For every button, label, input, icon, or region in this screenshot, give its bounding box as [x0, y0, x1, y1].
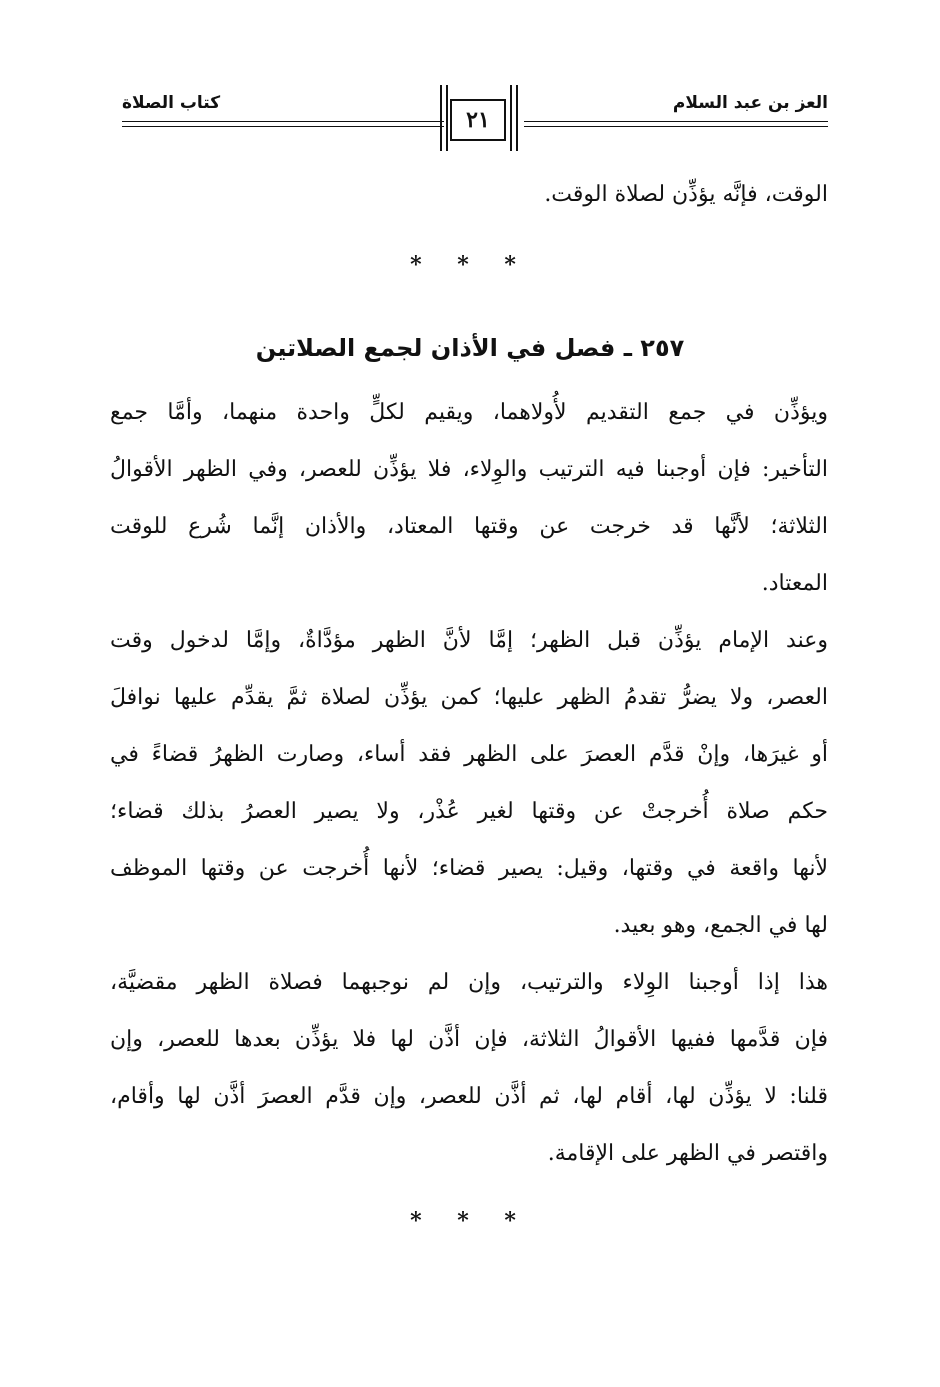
page-number: ٢١	[450, 99, 506, 141]
text-line: واقتصر في الظهر على الإقامة.	[547, 1141, 828, 1166]
running-header	[122, 85, 828, 155]
text-line: الوقت، فإنَّه يؤذِّن لصلاة الوقت.	[544, 182, 828, 207]
header-rule	[122, 126, 444, 127]
header-book-title: كتاب الصلاة	[122, 93, 221, 113]
header-rule	[524, 121, 828, 122]
page-number-frame	[440, 85, 518, 151]
text-line: العصر، ولا يضرُّ تقدمُ الظهر عليها؛ كمن يؤذِّن لصلاة ثمَّ يقدِّم عليها نوافلَ	[110, 685, 828, 710]
text-line: ويؤذِّن في جمع التقديم لأُولاهما، ويقيم لكلٍّ واحدة منهما، وأمَّا جمع	[110, 400, 828, 425]
text-line: التأخير: فإن أوجبنا فيه الترتيب والوِلاء، فلا يؤذِّن للعصر، وفي الظهر الأقوالُ	[110, 457, 828, 482]
text-line: الثلاثة؛ لأنَّها قد خرجت عن وقتها المعتاد، والأذان إنَّما شُرع للوقت	[110, 514, 828, 539]
header-author: العز بن عبد السلام	[672, 93, 828, 113]
text-line: وعند الإمام يؤذِّن قبل الظهر؛ إمَّا لأنَّ الظهر مؤدَّاةٌ، وإمَّا لدخول وقت	[110, 628, 828, 653]
section-separator: * * *	[410, 1208, 530, 1234]
ornament-right	[510, 85, 518, 151]
text-line: هذا إذا أوجبنا الوِلاء والترتيب، وإن لم نوجبهما فصلاة الظهر مقضيَّة،	[110, 970, 828, 995]
text-line: أو غيرَها، وإنْ قدَّم العصرَ على الظهر فقد أساء، وصارت الظهرُ قضاءً في	[110, 742, 828, 767]
header-rule	[524, 126, 828, 127]
header-rule	[122, 121, 444, 122]
section-heading: ٢٥٧ ـ فصل في الأذان لجمع الصلاتين	[255, 334, 685, 362]
text-line: قلنا: لا يؤذِّن لها، أقام لها، ثم أذَّن للعصر، وإن قدَّم العصرَ أذَّن لها وأقام،	[110, 1084, 828, 1109]
text-line: لأنها واقعة في وقتها، وقيل: يصير قضاء؛ لأنها أُخرجت عن وقتها الموظف	[110, 856, 828, 881]
text-line: حكم صلاة أُخرجتْ عن وقتها لغير عُذْر، ولا يصير العصرُ بذلك قضاء؛	[110, 799, 828, 824]
text-line: فإن قدَّمها ففيها الأقوالُ الثلاثة، فإن أذَّن لها فلا يؤذِّن بعدها للعصر، وإن	[110, 1027, 828, 1052]
ornament-left	[440, 85, 448, 151]
text-line: لها في الجمع، وهو بعيد.	[613, 913, 828, 938]
section-separator: * * *	[410, 252, 530, 278]
text-line: المعتاد.	[761, 571, 828, 596]
